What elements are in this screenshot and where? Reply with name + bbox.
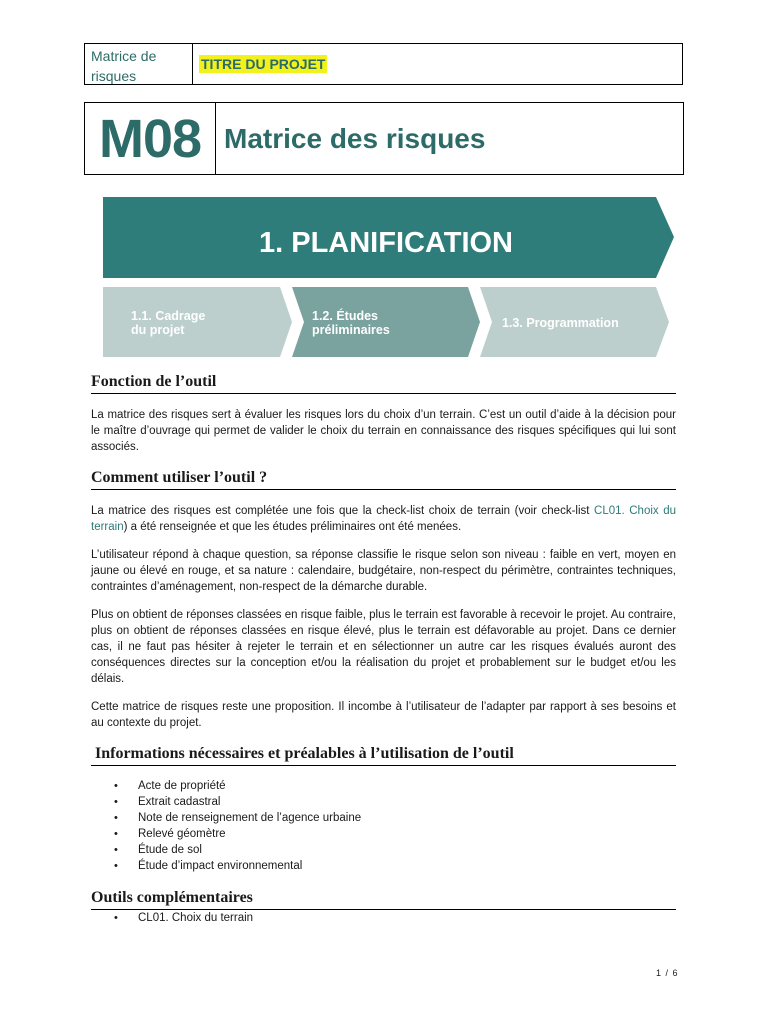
checklist-link[interactable]: CL01. Choix du terrain — [91, 505, 676, 533]
header-project-cell — [193, 44, 682, 84]
header-label: Matrice de risques — [85, 44, 193, 84]
heading-outils: Outils complémentaires — [91, 888, 676, 910]
list-item: • Étude d’impact environnemental — [91, 858, 676, 874]
comment-paragraph-1: La matrice des risques est complétée une fois que la check-list choix de terrain (voir check-list CL01. Choix du terrain) a été renseignée et que les études préliminaires ont été menées. — [91, 505, 676, 533]
header-box — [84, 43, 683, 85]
list-item: • Étude de sol — [91, 842, 676, 858]
heading-comment: Comment utiliser l’outil ? — [91, 468, 676, 490]
document-code: M08 — [85, 103, 216, 174]
phase-main-label: 1. PLANIFICATION — [258, 227, 514, 259]
title-box — [84, 102, 684, 175]
list-item: • CL01. Choix du terrain — [91, 910, 676, 926]
comment-paragraph-2: L’utilisateur répond à chaque question, sa réponse classifie le risque selon son niveau : faible en vert, moyen en jaune ou élevé en rouge, et sa nature : calendaire, budgétaire, non-respect du périmètre, contraintes techniques, contraintes d’aménagement, non-respect de la démarche durable. — [91, 549, 676, 593]
heading-infos: Informations nécessaires et préalables à l’utilisation de l’outil — [91, 744, 676, 766]
comment-paragraph-3: Plus on obtient de réponses classées en risque faible, plus le terrain est favorable à recevoir le projet. Au contraire, plus on obtient de réponses classées en risque élevé, plus le terrain est défavorable au projet. Dans ce dernier cas, il ne faut pas hésiter à rejeter le terrain et en sélectionner un autre car les risques évalués auront des conséquences directes sur la conception et/ou la réalisation du projet et probablement sur le budget et/ou les délais. — [91, 609, 676, 685]
list-item: • Acte de propriété — [91, 778, 676, 794]
phase-step-3-label: 1.3. Programmation — [502, 316, 619, 330]
heading-fonction: Fonction de l’outil — [91, 372, 676, 394]
phase-step-2-label: 1.2. Études préliminaires — [312, 309, 390, 337]
outils-list — [91, 910, 676, 926]
infos-list — [91, 778, 676, 874]
list-item: • Extrait cadastral — [91, 794, 676, 810]
document-title: Matrice des risques — [224, 122, 486, 154]
fonction-paragraph: La matrice des risques sert à évaluer les risques lors du choix d’un terrain. C’est un outil d’aide à la décision pour le maître d’ouvrage qui permet de valider le choix du terrain en connaissance des risques spécifiques qui lui sont associés. — [91, 409, 676, 453]
phase-step-1-label: 1.1. Cadrage du projet — [131, 309, 206, 337]
phase-graphic — [103, 197, 675, 359]
document-body — [91, 372, 676, 926]
project-title-placeholder: TITRE DU PROJET — [201, 56, 326, 72]
comment-paragraph-4: Cette matrice de risques reste une proposition. Il incombe à l’utilisateur de l’adapter par rapport à ses besoins et au contexte du projet. — [91, 701, 676, 729]
list-item: • Relevé géomètre — [91, 826, 676, 842]
page-number: 1 / 6 — [656, 968, 679, 978]
list-item: • Note de renseignement de l’agence urbaine — [91, 810, 676, 826]
